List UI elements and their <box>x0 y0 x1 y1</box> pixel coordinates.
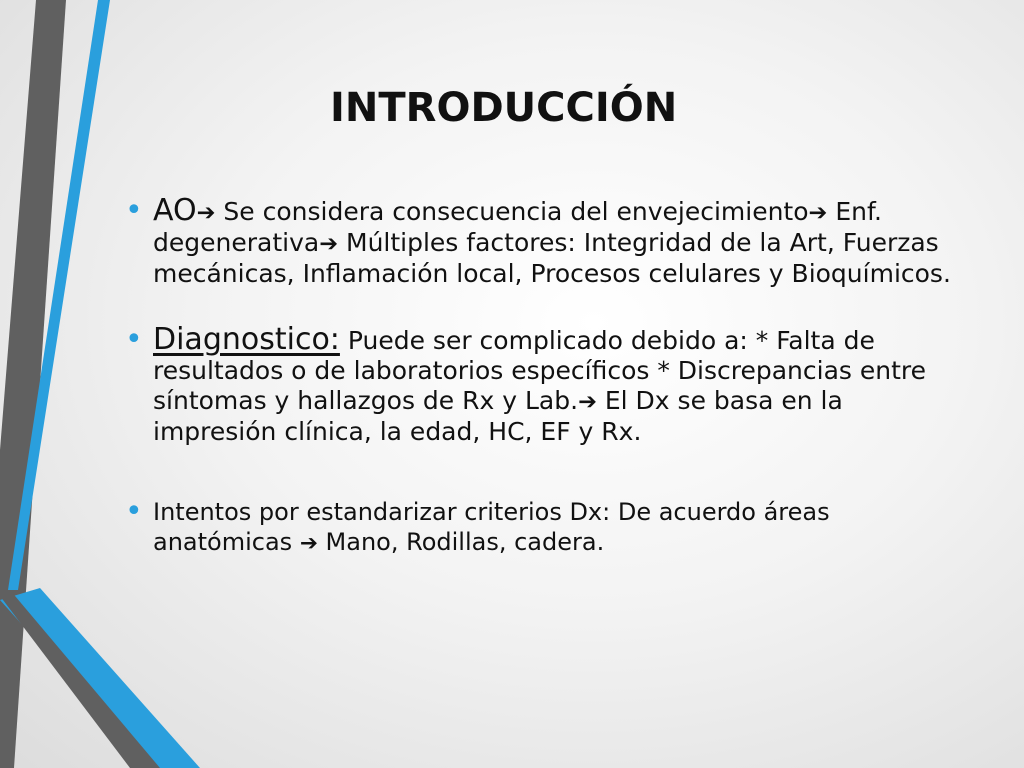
bullet-text-diagnostico-part-1: Puede ser complicado debido a: * Falta de resultados o de laboratorios específicos * Discrepancias entre síntomas y hallazgos de Rx y Lab. <box>153 326 927 415</box>
bullet-dot-icon: • <box>125 494 143 529</box>
bullet-text-ao-part-1: Se considera consecuencia del envejecimiento <box>215 197 809 226</box>
arrow-right-icon: ➔ <box>299 531 318 556</box>
bullet-list <box>125 193 965 559</box>
arrow-right-icon: ➔ <box>196 200 216 226</box>
bullet-text-ao-part-2: Enf. degenerativa <box>153 197 882 257</box>
gray-stripe-bottom <box>0 590 160 768</box>
bullet-dot-icon: • <box>125 322 143 357</box>
arrow-right-icon: ➔ <box>808 200 828 226</box>
bullet-text-intentos-part-2: Mano, Rodillas, cadera. <box>317 528 605 556</box>
bullet-text-intentos-part-1: Intentos por estandarizar criterios Dx: De acuerdo áreas anatómicas <box>153 498 830 556</box>
bullet-intentos <box>125 494 965 559</box>
arrow-right-icon: ➔ <box>319 231 339 257</box>
bullet-ao <box>125 193 965 289</box>
bullet-diagnostico <box>125 322 965 447</box>
slide-title: INTRODUCCIÓN <box>330 85 678 131</box>
bullet-lead-ao: AO <box>153 193 197 228</box>
bullet-dot-icon: • <box>125 193 143 228</box>
arrow-right-icon: ➔ <box>578 389 597 415</box>
bullet-text-ao-part-3: Múltiples factores: Integridad de la Art, Fuerzas mecánicas, Inflamación local, Procesos celulares y Bioquímicos. <box>153 228 951 288</box>
bullet-lead-diagnostico: Diagnostico: <box>153 322 340 357</box>
bullet-text-diagnostico-part-2: El Dx se basa en la impresión clínica, la edad, HC, EF y Rx. <box>153 386 843 446</box>
